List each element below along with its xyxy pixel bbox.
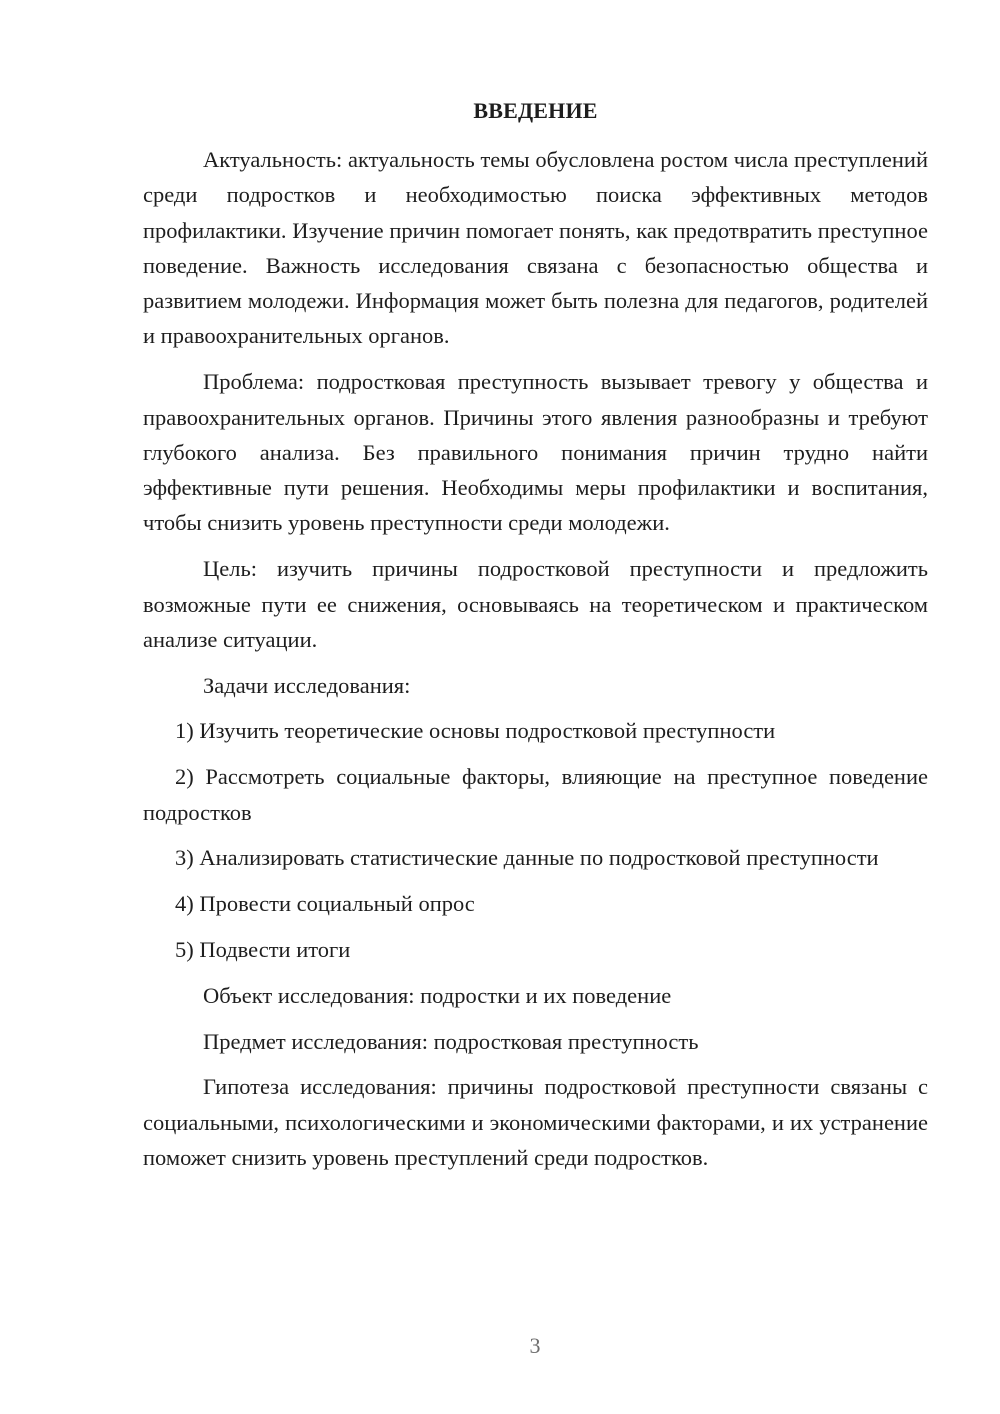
paragraph-relevance: Актуальность: актуальность темы обусловлена ростом числа преступлений среди подростков и необходимостью поиска эффективных методов профилактики. Изучение причин помогает понять, как предотвратить преступное поведение. Важность исследования связана с безопасностью общества и развитием молодежи. Информация может быть полезна для педагогов, родителей и правоохранительных органов. [143,147,928,349]
page-number: 3 [529,1333,541,1358]
task-item-1: 1) Изучить теоретические основы подростковой преступности [175,718,776,744]
page-title: ВВЕДЕНИЕ [473,98,598,123]
document-body [143,142,928,1186]
task-item-4: 4) Провести социальный опрос [175,891,475,917]
paragraph-goal: Цель: изучить причины подростковой преступности и предложить возможные пути ее снижения, основываясь на теоретическом и практическом анализе ситуации. [143,556,928,652]
paragraph-object: Объект исследования: подростки и их поведение [203,982,672,1008]
paragraph-subject: Предмет исследования: подростковая преступность [203,1028,699,1054]
task-item-3: 3) Анализировать статистические данные по подростковой преступности [175,845,879,871]
paragraph-problem: Проблема: подростковая преступность вызывает тревогу у общества и правоохранительных органов. Причины этого явления разнообразны и требуют глубокого анализа. Без правильного понимания причин трудно найти эффективные пути решения. Необходимы меры профилактики и воспитания, чтобы снизить уровень преступности среди молодежи. [143,369,928,536]
paragraph-hypothesis: Гипотеза исследования: причины подростковой преступности связаны с социальными, психологическими и экономическими факторами, и их устранение поможет снизить уровень преступлений среди подростков. [143,1074,928,1170]
task-item-5: 5) Подвести итоги [175,936,351,962]
tasks-heading: Задачи исследования: [203,672,411,698]
task-item-2: 2) Рассмотреть социальные факторы, влияющие на преступное поведение подростков [143,764,928,825]
